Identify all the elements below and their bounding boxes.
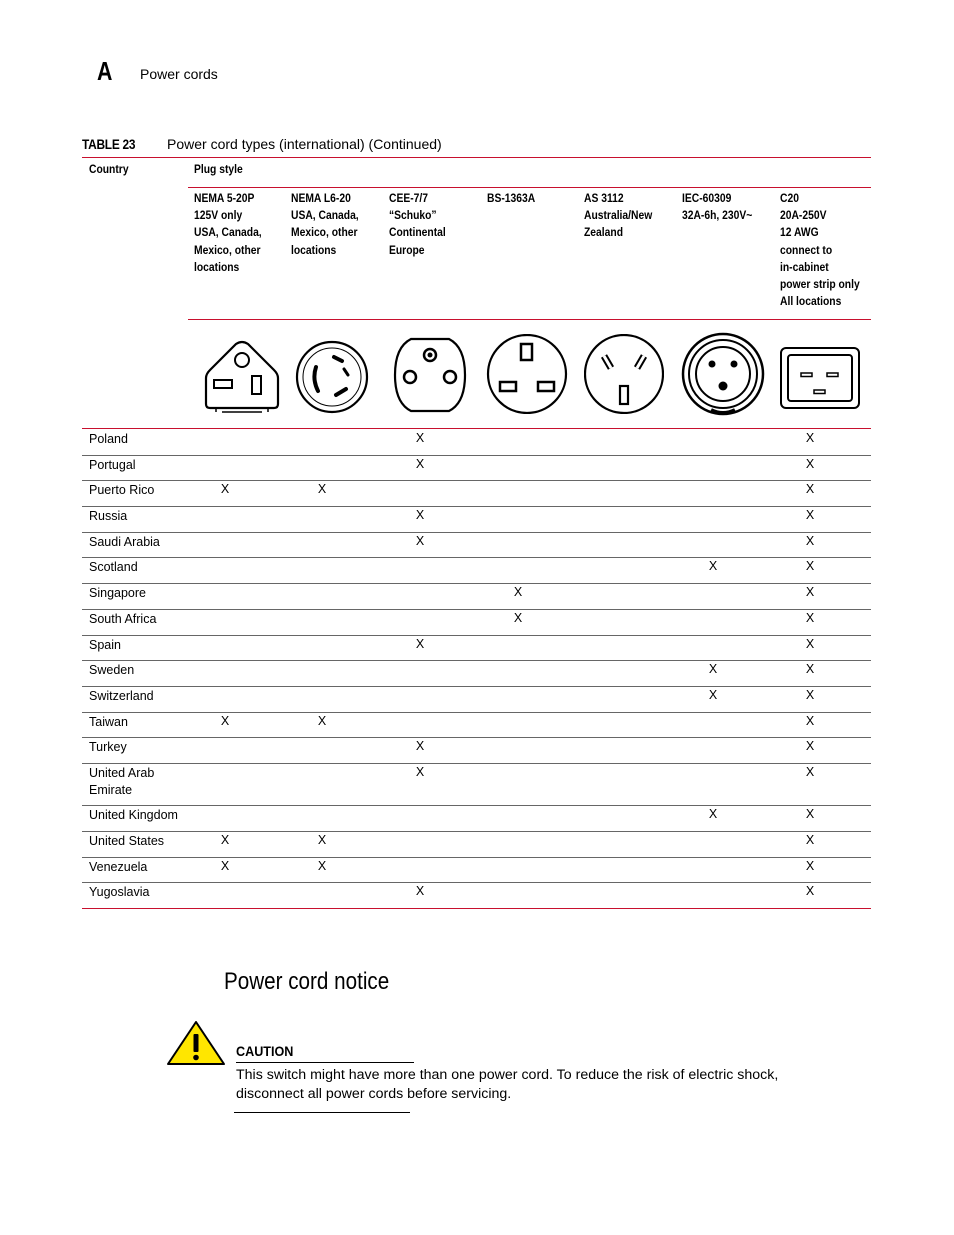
- plug-support-mark: X: [415, 457, 425, 471]
- table-header-bottom-rule: [82, 428, 871, 429]
- column-header-plug-3: CEE-7/7 “Schuko” Continental Europe: [389, 191, 446, 257]
- schuko-plug-icon: [391, 335, 469, 420]
- table-title: Power cord types (international) (Continued): [167, 136, 442, 152]
- plug-support-mark: X: [220, 833, 230, 847]
- plug-support-mark: X: [805, 534, 815, 548]
- row-divider: [82, 737, 871, 738]
- plug-support-mark: X: [805, 688, 815, 702]
- plug-label-rule: [188, 319, 871, 320]
- plug-support-mark: X: [415, 884, 425, 898]
- column-header-country: Country: [89, 162, 129, 176]
- bs-1363a-plug-icon: [486, 334, 568, 419]
- plug-support-mark: X: [805, 482, 815, 496]
- country-cell: Yugoslavia: [89, 885, 150, 899]
- iec-60309-plug-icon: [681, 332, 765, 421]
- plug-support-mark: X: [708, 807, 718, 821]
- section-heading: Power cord notice: [224, 968, 390, 995]
- column-header-plug-4: BS-1363A: [487, 191, 536, 205]
- row-divider: [82, 635, 871, 636]
- row-divider: [82, 882, 871, 883]
- column-header-plug-2: NEMA L6-20 USA, Canada, Mexico, other locations: [291, 191, 359, 257]
- plug-support-mark: X: [415, 534, 425, 548]
- country-cell: United Arab Emirate: [89, 766, 155, 797]
- plug-support-mark: X: [805, 611, 815, 625]
- table-bottom-rule: [82, 908, 871, 909]
- country-cell: United States: [89, 834, 165, 848]
- plug-support-mark: X: [317, 482, 327, 496]
- plug-support-mark: X: [317, 833, 327, 847]
- country-cell: Sweden: [89, 663, 135, 677]
- plug-support-mark: X: [708, 688, 718, 702]
- column-header-plug-style: Plug style: [194, 162, 243, 176]
- plug-support-mark: X: [805, 585, 815, 599]
- table-number: TABLE 23: [82, 136, 136, 152]
- caution-text: This switch might have more than one power cord. To reduce the risk of electric shock, disconnect all power cords before servicing.: [236, 1067, 779, 1102]
- row-divider: [82, 686, 871, 687]
- plug-support-mark: X: [805, 859, 815, 873]
- country-cell: Taiwan: [89, 715, 128, 729]
- country-cell: Scotland: [89, 560, 138, 574]
- plug-support-mark: X: [805, 884, 815, 898]
- plug-support-mark: X: [415, 637, 425, 651]
- row-divider: [82, 557, 871, 558]
- plug-support-mark: X: [513, 585, 523, 599]
- country-cell: Poland: [89, 432, 128, 446]
- plug-support-mark: X: [415, 765, 425, 779]
- plug-support-mark: X: [317, 859, 327, 873]
- plug-support-mark: X: [220, 859, 230, 873]
- row-divider: [82, 763, 871, 764]
- plug-support-mark: X: [708, 559, 718, 573]
- plug-support-mark: X: [805, 833, 815, 847]
- row-divider: [82, 660, 871, 661]
- plug-support-mark: X: [317, 714, 327, 728]
- plug-support-mark: X: [415, 431, 425, 445]
- plug-support-mark: X: [513, 611, 523, 625]
- country-cell: Portugal: [89, 458, 136, 472]
- country-cell: United Kingdom: [89, 808, 178, 822]
- plug-support-mark: X: [220, 482, 230, 496]
- plug-support-mark: X: [805, 765, 815, 779]
- warning-triangle-icon: [166, 1020, 226, 1066]
- plug-support-mark: X: [805, 508, 815, 522]
- plug-support-mark: X: [415, 739, 425, 753]
- country-cell: South Africa: [89, 612, 157, 626]
- plug-support-mark: X: [805, 714, 815, 728]
- plug-support-mark: X: [805, 637, 815, 651]
- row-divider: [82, 712, 871, 713]
- country-cell: Spain: [89, 638, 121, 652]
- row-divider: [82, 805, 871, 806]
- country-cell: Turkey: [89, 740, 127, 754]
- c20-connector-icon: [779, 346, 861, 415]
- as-3112-plug-icon: [584, 334, 664, 419]
- country-cell: Russia: [89, 509, 128, 523]
- plug-support-mark: X: [805, 662, 815, 676]
- nema-l6-20-plug-icon: [294, 339, 370, 420]
- country-cell: Saudi Arabia: [89, 535, 160, 549]
- appendix-letter: A: [97, 56, 113, 86]
- row-divider: [82, 583, 871, 584]
- country-cell: Switzerland: [89, 689, 154, 703]
- country-cell: Puerto Rico: [89, 483, 155, 497]
- plug-support-mark: X: [805, 559, 815, 573]
- row-divider: [82, 857, 871, 858]
- table-caption: [82, 136, 442, 152]
- plug-support-mark: X: [805, 807, 815, 821]
- plug-support-mark: X: [805, 457, 815, 471]
- table-top-rule: [82, 157, 871, 158]
- column-header-plug-1: NEMA 5-20P 125V only USA, Canada, Mexico, other locations: [194, 191, 262, 274]
- country-cell: Venezuela: [89, 860, 148, 874]
- plug-support-mark: X: [805, 431, 815, 445]
- caution-label: CAUTION: [236, 1043, 294, 1059]
- caution-underline: [236, 1062, 414, 1063]
- row-divider: [82, 455, 871, 456]
- row-divider: [82, 480, 871, 481]
- column-header-plug-7: C20 20A-250V 12 AWG connect to in-cabinet power strip only All locations: [780, 191, 860, 309]
- plug-style-rule: [188, 187, 871, 188]
- running-header: Power cords: [140, 66, 218, 82]
- column-header-plug-6: IEC-60309 32A-6h, 230V~: [682, 191, 753, 223]
- plug-support-mark: X: [415, 508, 425, 522]
- row-divider: [82, 506, 871, 507]
- row-divider: [82, 831, 871, 832]
- country-cell: Singapore: [89, 586, 146, 600]
- caution-bottom-rule: [234, 1112, 410, 1113]
- column-header-plug-5: AS 3112 Australia/New Zealand: [584, 191, 653, 240]
- row-divider: [82, 609, 871, 610]
- plug-support-mark: X: [805, 739, 815, 753]
- plug-support-mark: X: [220, 714, 230, 728]
- plug-support-mark: X: [708, 662, 718, 676]
- nema-5-20p-plug-icon: [202, 338, 282, 419]
- row-divider: [82, 532, 871, 533]
